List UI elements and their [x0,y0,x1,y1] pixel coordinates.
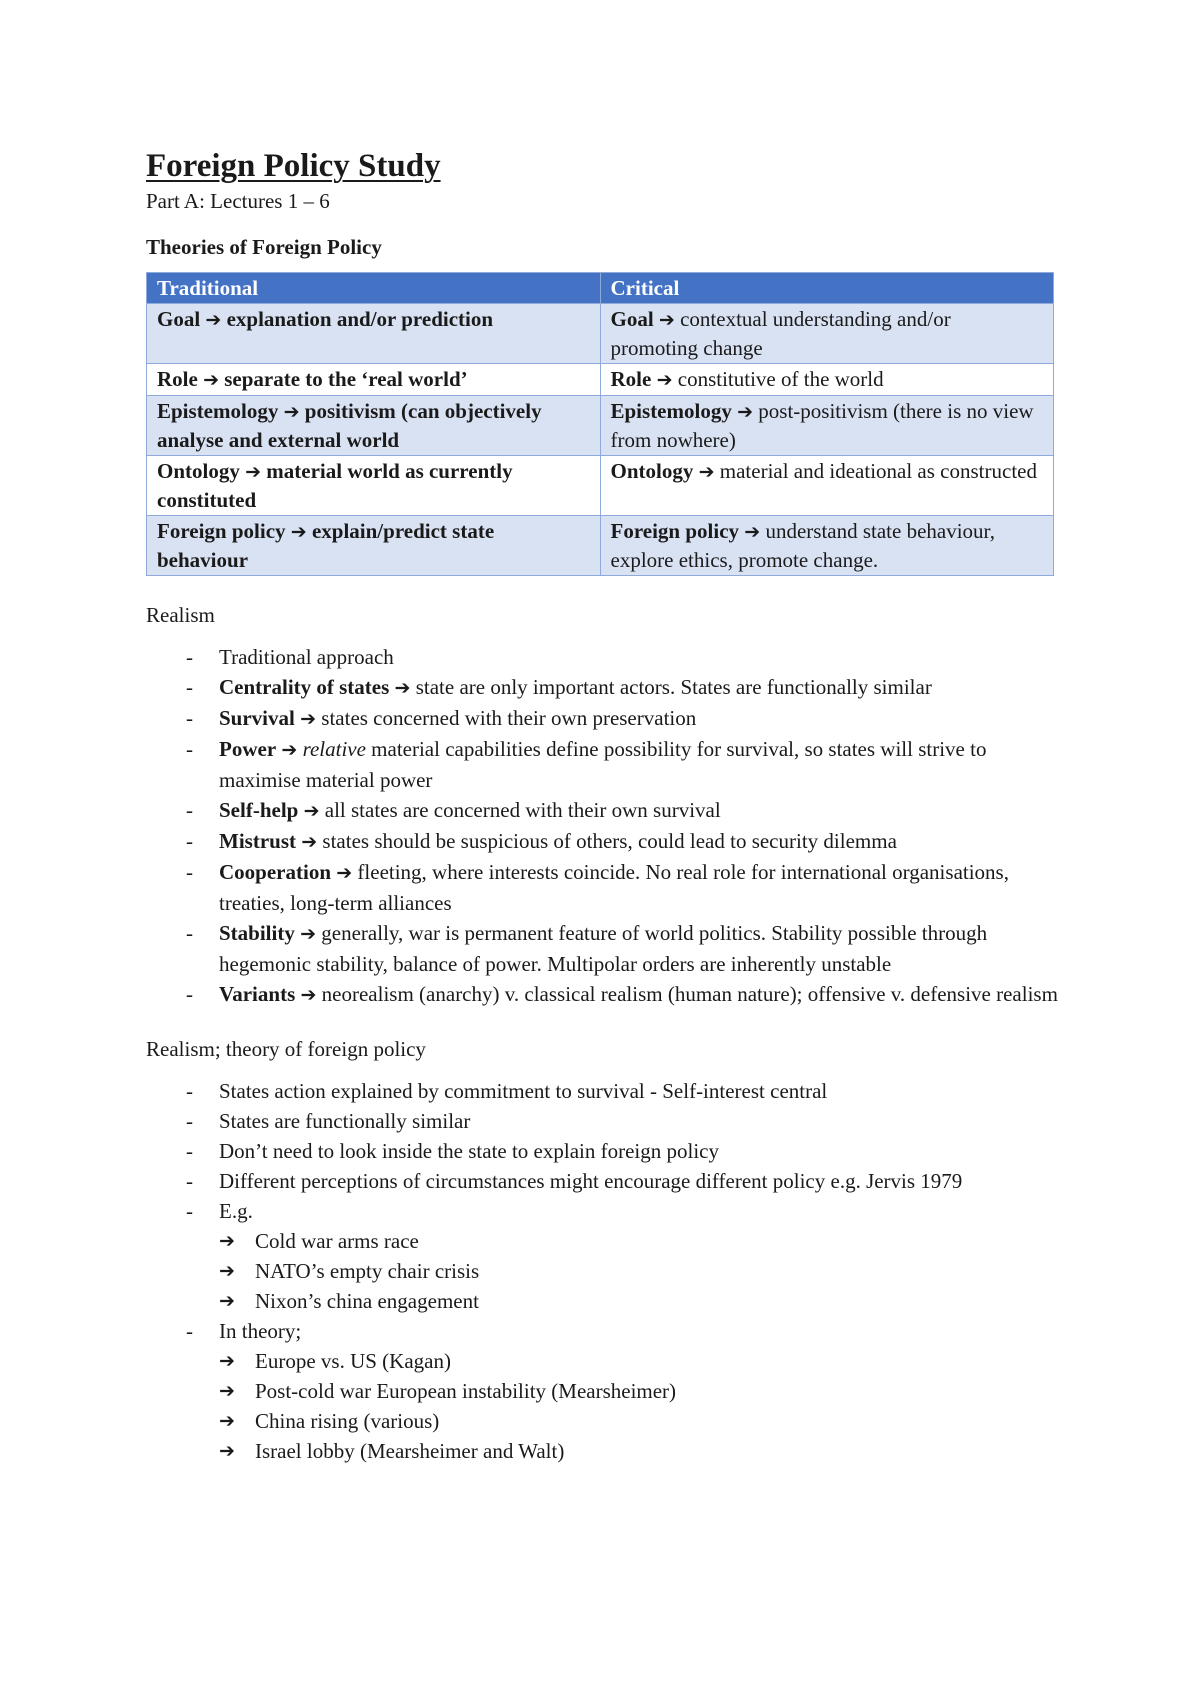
sub-list-item [219,1286,1066,1316]
arrow-icon: ➔ [698,461,715,483]
arrow-icon: ➔ [737,401,754,423]
cell-text: material and ideational as constructed [719,459,1037,483]
traditional-cell [147,456,601,516]
sub-list-item [219,1406,1066,1436]
cell-term: Epistemology [610,399,732,423]
table-row [147,304,1054,364]
list-item [146,642,1066,672]
arrow-icon: ➔ [301,831,318,853]
traditional-cell [147,304,601,364]
list-item-text: neorealism (anarchy) v. classical realism (human nature); offensive v. defensive realism [321,982,1058,1006]
cell-term: Goal [157,307,201,331]
list-item [146,672,1066,703]
document-subtitle: Part A: Lectures 1 – 6 [146,189,330,213]
list-item-text: States action explained by commitment to survival - Self-interest central [219,1079,828,1103]
list-item-text: fleeting, where interests coincide. No real role for international organisations, treaties, long-term alliances [219,860,1009,915]
arrow-icon: ➔ [219,1290,235,1312]
list-item-text: material capabilities define possibility for survival, so states will strive to maximise material power [219,737,987,792]
cell-term: Role [610,367,652,391]
list-item [146,703,1066,734]
list-item-term: Survival [219,706,295,730]
table-row [147,396,1054,456]
list-item [146,734,1066,795]
arrow-icon: ➔ [300,708,317,730]
arrow-icon: ➔ [219,1230,235,1252]
arrow-icon: ➔ [336,862,353,884]
cell-term: Ontology [610,459,694,483]
in-theory-item-sublist [219,1346,1066,1466]
list-item-text: states concerned with their own preservation [321,706,697,730]
cell-text: positivism (can objectively analyse and external world [157,399,542,452]
cell-term: Epistemology [157,399,279,423]
list-item [146,918,1066,979]
arrow-icon: ➔ [658,309,675,331]
list-item-text: States are functionally similar [219,1109,471,1133]
critical-cell [600,456,1054,516]
arrow-icon: ➔ [290,521,307,543]
critical-cell [600,304,1054,364]
list-item-term: Cooperation [219,860,331,884]
arrow-icon: ➔ [219,1350,235,1372]
list-item-term: Variants [219,982,296,1006]
cell-term: Goal [610,307,654,331]
cell-text: material world as currently constituted [157,459,513,512]
arrow-icon: ➔ [245,461,262,483]
arrow-icon: ➔ [656,369,673,391]
table-row [147,456,1054,516]
list-item-text: state are only important actors. States are functionally similar [415,675,932,699]
arrow-icon: ➔ [219,1380,235,1402]
list-item-text: states should be suspicious of others, could lead to security dilemma [322,829,897,853]
theories-heading: Theories of Foreign Policy [146,235,382,259]
arrow-icon: ➔ [394,677,411,699]
arrow-icon: ➔ [205,309,222,331]
header-traditional: Traditional [147,273,601,304]
list-item [146,1166,1066,1196]
sub-list-item [219,1226,1066,1256]
list-item [146,1106,1066,1136]
cell-text: explain/predict state behaviour [157,519,495,572]
document-title: Foreign Policy Study [146,148,441,184]
list-item-term: Self-help [219,798,299,822]
cell-term: Foreign policy [610,519,740,543]
arrow-icon: ➔ [300,984,317,1006]
list-item-text: Traditional approach [219,645,394,669]
list-item [146,795,1066,826]
traditional-cell [147,396,601,456]
cell-text: contextual understanding and/or promoting change [610,307,951,360]
examples-item-sublist [219,1226,1066,1316]
sub-list-item [219,1436,1066,1466]
sub-list-item-text: Post-cold war European instability (Mearsheimer) [255,1379,677,1403]
sub-list-item-text: China rising (various) [255,1409,440,1433]
realism-fp-list [146,1076,1066,1466]
sub-list-item-text: NATO’s empty chair crisis [255,1259,480,1283]
examples-item [146,1196,1066,1316]
sub-list-item [219,1346,1066,1376]
document-page [146,146,1066,1466]
list-item [146,1076,1066,1106]
sub-list-item-text: Israel lobby (Mearsheimer and Walt) [255,1439,565,1463]
cell-term: Role [157,367,198,391]
arrow-icon: ➔ [300,923,317,945]
list-item-text: generally, war is permanent feature of world politics. Stability possible through hegemonic stability, balance of power. Multipolar orders are inherently unstable [219,921,988,976]
cell-term: Ontology [157,459,240,483]
in-theory-item [146,1316,1066,1466]
arrow-icon: ➔ [203,369,219,391]
table-row [147,364,1054,396]
cell-text: understand state behaviour, explore ethics, promote change. [610,519,995,572]
list-item-term: Mistrust [219,829,296,853]
cell-text: constitutive of the world [677,367,884,391]
traditional-cell [147,516,601,576]
realism-fp-heading: Realism; theory of foreign policy [146,1037,426,1061]
sub-list-item [219,1256,1066,1286]
traditional-cell [147,364,601,396]
list-item [146,979,1066,1010]
list-item-text: Different perceptions of circumstances might encourage different policy e.g. Jervis 1979 [219,1169,963,1193]
list-item-term: Centrality of states [219,675,390,699]
sub-list-item-text: Cold war arms race [255,1229,419,1253]
critical-cell [600,396,1054,456]
table-header-row [147,273,1054,304]
list-item-text: In theory; [219,1319,302,1343]
arrow-icon: ➔ [744,521,761,543]
theories-table [146,272,1054,576]
realism-list [146,642,1066,1010]
list-item-term: Stability [219,921,295,945]
critical-cell [600,364,1054,396]
list-item-text: E.g. [219,1199,253,1223]
arrow-icon: ➔ [283,401,300,423]
list-item-text: Don’t need to look inside the state to explain foreign policy [219,1139,720,1163]
critical-cell [600,516,1054,576]
arrow-icon: ➔ [219,1440,235,1462]
list-item [146,826,1066,857]
cell-text: separate to the ‘real world’ [224,367,468,391]
cell-term: Foreign policy [157,519,286,543]
sub-list-item [219,1376,1066,1406]
realism-heading: Realism [146,603,215,627]
table-row [147,516,1054,576]
sub-list-item-text: Nixon’s china engagement [255,1289,479,1313]
arrow-icon: ➔ [219,1410,235,1432]
cell-text: post-positivism (there is no view from nowhere) [610,399,1034,452]
arrow-icon: ➔ [281,739,298,761]
list-item-term: Power [219,737,277,761]
list-item [146,857,1066,918]
header-critical: Critical [600,273,1054,304]
sub-list-item-text: Europe vs. US (Kagan) [255,1349,451,1373]
list-item-emphasis: relative [302,737,366,761]
list-item [146,1136,1066,1166]
cell-text: explanation and/or prediction [226,307,494,331]
arrow-icon: ➔ [303,800,320,822]
arrow-icon: ➔ [219,1260,235,1282]
list-item-text: all states are concerned with their own survival [324,798,721,822]
